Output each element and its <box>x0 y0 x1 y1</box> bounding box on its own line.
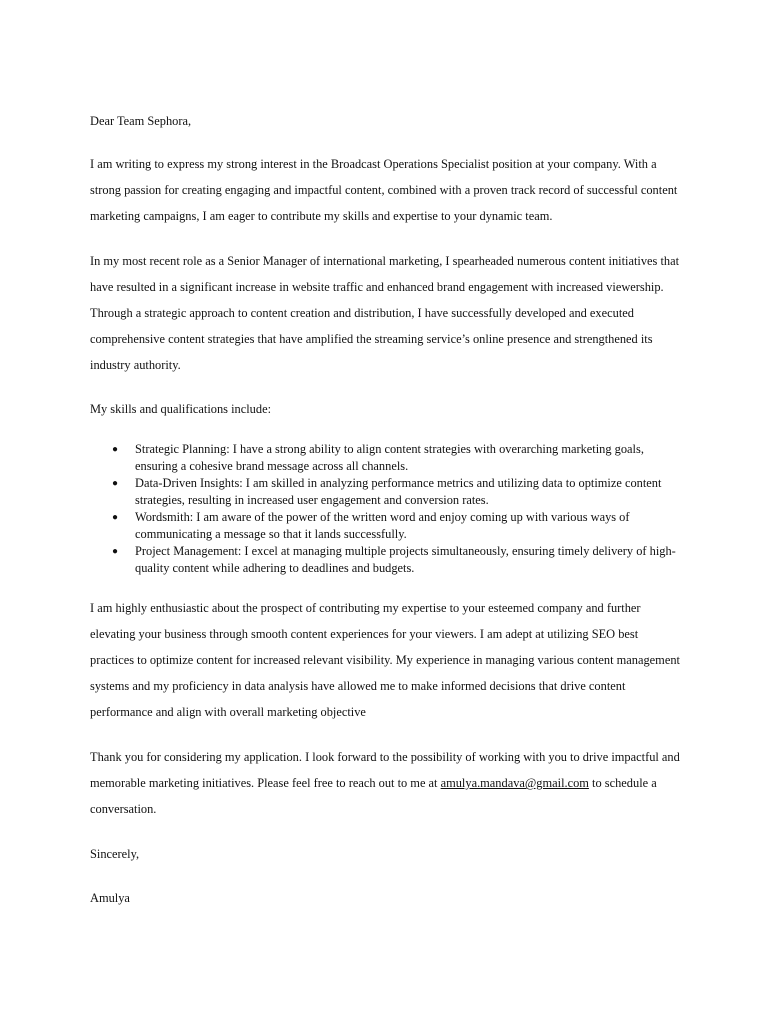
enthusiasm-paragraph: I am highly enthusiastic about the prospect of contributing my expertise to your esteemed company and further elevating your business through smooth content experiences for your viewers. I am adept at utilizing SEO best practices to optimize content for increased relevant visibility. My experience in managing various content management systems and my proficiency in data analysis have allowed me to make informed decisions that drive content performance and align with overall marketing objective <box>90 601 680 719</box>
thank-you-paragraph <box>90 745 680 822</box>
schedule-text: to schedule a conversation. <box>90 776 657 816</box>
skills-list-item-data-driven-insights <box>90 475 680 509</box>
cover-letter <box>90 110 680 909</box>
bullet-icon: ● <box>112 444 119 456</box>
thank-you-text: Thank you for considering my application. I look forward to the possibility of working with you to drive impactful and memorable marketing initiatives. Please feel free to reach out to me at <box>90 750 680 791</box>
skills-list-item-text: Project Management: I excel at managing multiple projects simultaneously, ensuring timely delivery of high-quality content while adhering to deadlines and budgets. <box>135 544 676 576</box>
skills-list-item-text: Data-Driven Insights: I am skilled in analyzing performance metrics and utilizing data to optimize content strategies, resulting in increased user engagement and conversion rates. <box>135 476 662 508</box>
experience-paragraph: In my most recent role as a Senior Manager of international marketing, I spearheaded numerous content initiatives that have resulted in a significant increase in website traffic and enhanced brand engagement with increased viewership. Through a strategic approach to content creation and distribution, I have successfully developed and executed comprehensive content strategies that have amplified the streaming service’s online presence and strengthened its industry authority. <box>90 254 680 372</box>
skills-list-item-project-management <box>90 543 680 577</box>
closing: Sincerely, <box>90 846 140 861</box>
intro-paragraph: I am writing to express my strong interest in the Broadcast Operations Specialist position at your company. With a strong passion for creating engaging and impactful content, combined with a proven track record of successful content marketing campaigns, I am eager to contribute my skills and expertise to your dynamic team. <box>90 157 678 223</box>
skills-list-item-strategic-planning <box>90 441 680 475</box>
email-link[interactable]: amulya.mandava@gmail.com <box>440 776 589 791</box>
signature-name: Amulya <box>90 890 130 905</box>
skills-list <box>90 441 680 577</box>
skills-intro: My skills and qualifications include: <box>90 402 272 417</box>
bullet-icon: ● <box>112 478 119 490</box>
bullet-icon: ● <box>112 512 119 524</box>
bullet-icon: ● <box>112 546 119 558</box>
skills-list-item-wordsmith <box>90 509 680 543</box>
salutation: Dear Team Sephora, <box>90 114 192 128</box>
skills-list-item-text: Strategic Planning: I have a strong ability to align content strategies with overarching marketing goals, ensuring a cohesive brand message across all channels. <box>135 442 644 474</box>
skills-list-item-text: Wordsmith: I am aware of the power of the written word and enjoy coming up with various ways of communicating a message so that it lands successfully. <box>135 510 630 542</box>
